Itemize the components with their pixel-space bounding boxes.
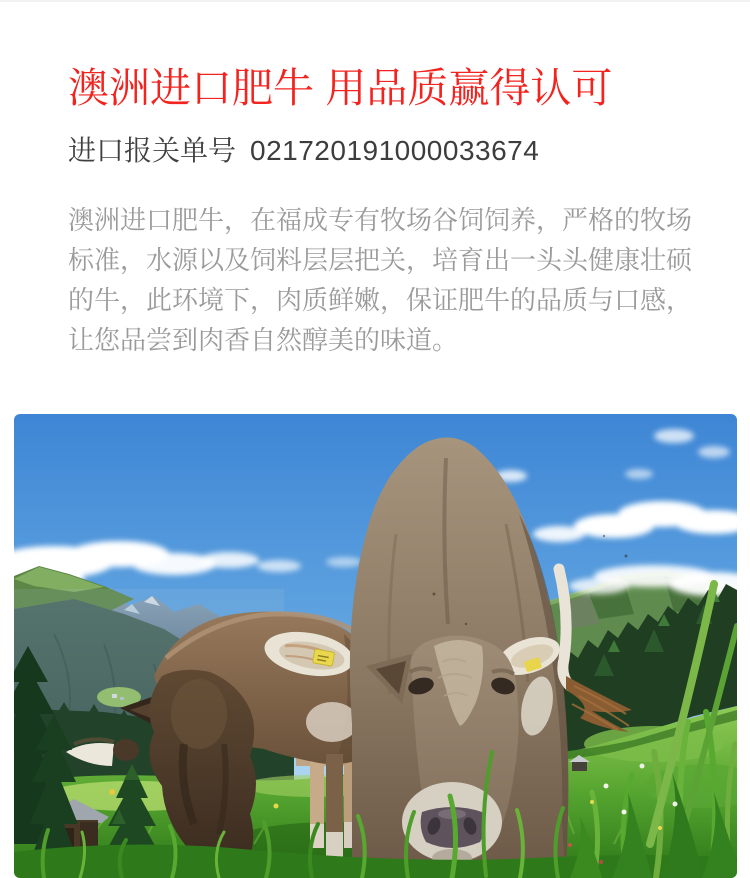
cow-pasture-illustration	[14, 414, 737, 878]
product-description-text: 澳洲进口肥牛，在福成专有牧场谷饲饲养，严格的牧场标准，水源以及饲料层层把关，培育出一头头健康壮硕的牛，此环境下，肉质鲜嫩，保证肥牛的品质与口感，让您品尝到肉香自然醇美的味道。	[68, 205, 693, 355]
section-divider	[0, 0, 750, 2]
customs-declaration-line	[68, 134, 750, 168]
ear-tag	[313, 649, 335, 666]
bird-speck	[625, 555, 628, 558]
customs-label: 进口报关单号	[68, 135, 237, 166]
customs-number: 021720191000033674	[250, 135, 540, 166]
text-block	[0, 66, 750, 360]
page-title: 澳洲进口肥牛 用品质赢得认可	[68, 65, 613, 111]
bird-speck	[603, 535, 605, 537]
product-photo	[14, 414, 737, 878]
